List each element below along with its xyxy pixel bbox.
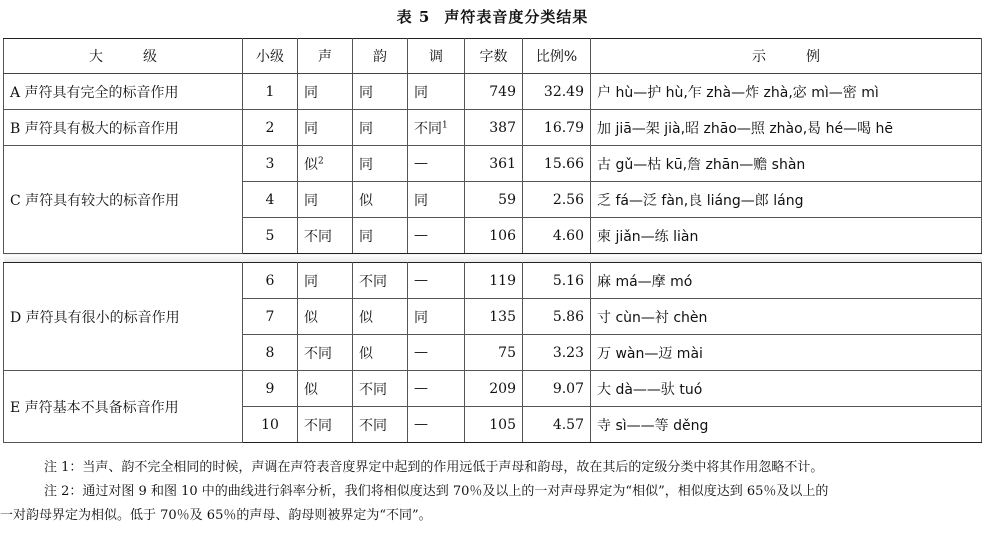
table-row bbox=[4, 371, 982, 407]
final-cell: 似 bbox=[353, 182, 408, 218]
example-cell: 寺 sì——等 děng bbox=[591, 407, 982, 443]
header-example: 示例 bbox=[591, 39, 982, 74]
count-cell: 105 bbox=[465, 407, 523, 443]
example-cell: 大 dà——驮 tuó bbox=[591, 371, 982, 407]
example-cell: 麻 má—摩 mó bbox=[591, 263, 982, 299]
initial-cell: 似$^2$ bbox=[298, 146, 353, 182]
ratio-cell: 32.49 bbox=[523, 74, 591, 110]
final-cell: 不同 bbox=[353, 263, 408, 299]
group-name: E 声符基本不具备标音作用 bbox=[4, 371, 243, 443]
ratio-cell: 4.57 bbox=[523, 407, 591, 443]
final-cell: 同 bbox=[353, 74, 408, 110]
table-row bbox=[4, 110, 982, 146]
tone-cell: 同 bbox=[408, 74, 465, 110]
ratio-cell: 4.60 bbox=[523, 218, 591, 254]
minor-level: 4 bbox=[243, 182, 298, 218]
example-cell: 户 hù—护 hù,乍 zhà—炸 zhà,宓 mì—密 mì bbox=[591, 74, 982, 110]
group-name: D 声符具有很小的标音作用 bbox=[4, 263, 243, 371]
header-ratio: 比例% bbox=[523, 39, 591, 74]
minor-level: 8 bbox=[243, 335, 298, 371]
table-row bbox=[4, 146, 982, 182]
classification-table bbox=[3, 38, 982, 443]
group-name: C 声符具有较大的标音作用 bbox=[4, 146, 243, 254]
table-caption: 声符表音度分类结果 bbox=[444, 8, 589, 26]
final-cell: 似 bbox=[353, 335, 408, 371]
initial-cell: 同 bbox=[298, 182, 353, 218]
minor-level: 2 bbox=[243, 110, 298, 146]
header-major: 大级 bbox=[4, 39, 243, 74]
example-cell: 乏 fá—泛 fàn,良 liáng—郎 láng bbox=[591, 182, 982, 218]
minor-level: 7 bbox=[243, 299, 298, 335]
example-cell: 万 wàn—迈 mài bbox=[591, 335, 982, 371]
example-cell: 柬 jiǎn—练 liàn bbox=[591, 218, 982, 254]
minor-level: 1 bbox=[243, 74, 298, 110]
page-break-gap bbox=[4, 254, 982, 263]
count-cell: 119 bbox=[465, 263, 523, 299]
final-cell: 同 bbox=[353, 146, 408, 182]
count-cell: 749 bbox=[465, 74, 523, 110]
initial-cell: 不同 bbox=[298, 335, 353, 371]
table-title bbox=[0, 6, 985, 27]
tone-cell: — bbox=[408, 146, 465, 182]
table-row bbox=[4, 74, 982, 110]
minor-level: 3 bbox=[243, 146, 298, 182]
header-final: 韵 bbox=[353, 39, 408, 74]
table-notes bbox=[0, 456, 985, 528]
minor-level: 5 bbox=[243, 218, 298, 254]
minor-level: 6 bbox=[243, 263, 298, 299]
final-cell: 似 bbox=[353, 299, 408, 335]
header-row bbox=[4, 39, 982, 74]
initial-cell: 同 bbox=[298, 263, 353, 299]
header-initial: 声 bbox=[298, 39, 353, 74]
ratio-cell: 9.07 bbox=[523, 371, 591, 407]
count-cell: 387 bbox=[465, 110, 523, 146]
table-row bbox=[4, 263, 982, 299]
ratio-cell: 16.79 bbox=[523, 110, 591, 146]
example-cell: 寸 cùn—衬 chèn bbox=[591, 299, 982, 335]
count-cell: 209 bbox=[465, 371, 523, 407]
final-cell: 不同 bbox=[353, 371, 408, 407]
header-tone: 调 bbox=[408, 39, 465, 74]
count-cell: 75 bbox=[465, 335, 523, 371]
note-2-line-2: 一对韵母界定为相似。低于 70％及 65％的声母、韵母则被界定为“不同”。 bbox=[0, 508, 432, 523]
tone-cell: 不同$^1$ bbox=[408, 110, 465, 146]
final-cell: 不同 bbox=[353, 407, 408, 443]
minor-level: 9 bbox=[243, 371, 298, 407]
count-cell: 59 bbox=[465, 182, 523, 218]
header-minor: 小级 bbox=[243, 39, 298, 74]
initial-cell: 不同 bbox=[298, 407, 353, 443]
tone-cell: — bbox=[408, 371, 465, 407]
final-cell: 同 bbox=[353, 110, 408, 146]
header-count: 字数 bbox=[465, 39, 523, 74]
tone-cell: — bbox=[408, 218, 465, 254]
initial-cell: 不同 bbox=[298, 218, 353, 254]
initial-cell: 似 bbox=[298, 371, 353, 407]
count-cell: 361 bbox=[465, 146, 523, 182]
tone-cell: — bbox=[408, 263, 465, 299]
initial-cell: 似 bbox=[298, 299, 353, 335]
note-1: 注 1：当声、韵不完全相同的时候，声调在声符表音度界定中起到的作用远低于声母和韵母，故在其后的定级分类中将其作用忽略不计。 bbox=[44, 460, 824, 475]
note-2-line-1: 注 2：通过对图 9 和图 10 中的曲线进行斜率分析，我们将相似度达到 70％及以上的一对声母界定为“相似”，相似度达到 65％及以上的 bbox=[44, 484, 829, 499]
table-label: 表 5 bbox=[396, 8, 431, 26]
example-cell: 加 jiā—架 jià,昭 zhāo—照 zhào,曷 hé—喝 hē bbox=[591, 110, 982, 146]
group-name: A 声符具有完全的标音作用 bbox=[4, 74, 243, 110]
initial-cell: 同 bbox=[298, 74, 353, 110]
group-name: B 声符具有极大的标音作用 bbox=[4, 110, 243, 146]
ratio-cell: 5.16 bbox=[523, 263, 591, 299]
tone-cell: — bbox=[408, 335, 465, 371]
count-cell: 135 bbox=[465, 299, 523, 335]
ratio-cell: 2.56 bbox=[523, 182, 591, 218]
example-cell: 古 gǔ—枯 kū,詹 zhān—赡 shàn bbox=[591, 146, 982, 182]
count-cell: 106 bbox=[465, 218, 523, 254]
tone-cell: 同 bbox=[408, 299, 465, 335]
ratio-cell: 5.86 bbox=[523, 299, 591, 335]
ratio-cell: 15.66 bbox=[523, 146, 591, 182]
final-cell: 同 bbox=[353, 218, 408, 254]
ratio-cell: 3.23 bbox=[523, 335, 591, 371]
initial-cell: 同 bbox=[298, 110, 353, 146]
tone-cell: — bbox=[408, 407, 465, 443]
minor-level: 10 bbox=[243, 407, 298, 443]
tone-cell: 同 bbox=[408, 182, 465, 218]
